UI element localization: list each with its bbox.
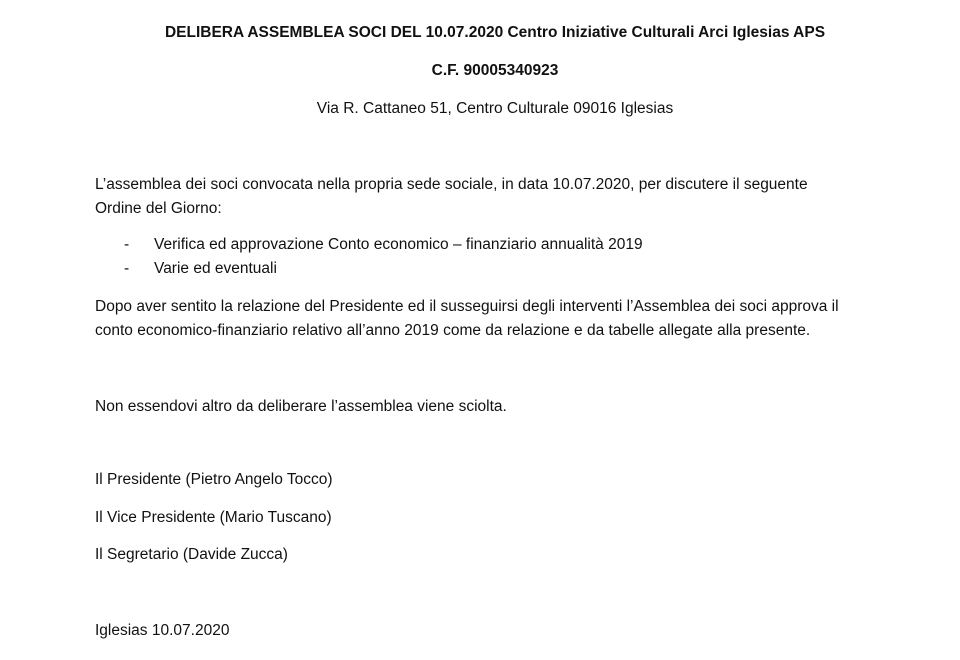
dash-bullet: -: [124, 260, 130, 277]
decision-line-2: conto economico-finanziario relativo all’anno 2019 come da relazione e da tabelle allegate alla presente.: [95, 322, 811, 339]
agenda-item: [124, 233, 643, 257]
signature-president: Il Presidente (Pietro Angelo Tocco): [95, 471, 333, 488]
agenda-list: [124, 233, 643, 281]
signature-vice-president: Il Vice Presidente (Mario Tuscano): [95, 509, 332, 526]
signature-secretary: Il Segretario (Davide Zucca): [95, 546, 288, 563]
agenda-item: [124, 257, 643, 281]
address: Via R. Cattaneo 51, Centro Culturale 09016 Iglesias: [316, 100, 674, 117]
intro-line-1: L’assemblea dei soci convocata nella propria sede sociale, in data 10.07.2020, per discutere il seguente: [95, 176, 808, 193]
agenda-item-text: Verifica ed approvazione Conto economico – finanziario annualità 2019: [154, 236, 643, 253]
dash-bullet: -: [124, 236, 130, 253]
place-and-date: Iglesias 10.07.2020: [95, 622, 230, 639]
closing-statement: Non essendovi altro da deliberare l’assemblea viene sciolta.: [95, 398, 507, 415]
fiscal-code: C.F. 90005340923: [431, 62, 559, 79]
decision-line-1: Dopo aver sentito la relazione del Presidente ed il susseguirsi degli interventi l’Assemblea dei soci approva il: [95, 298, 839, 315]
document-title: DELIBERA ASSEMBLEA SOCI DEL 10.07.2020 Centro Iniziative Culturali Arci Iglesias APS: [164, 24, 826, 41]
intro-line-2: Ordine del Giorno:: [95, 200, 222, 217]
agenda-item-text: Varie ed eventuali: [154, 260, 277, 277]
